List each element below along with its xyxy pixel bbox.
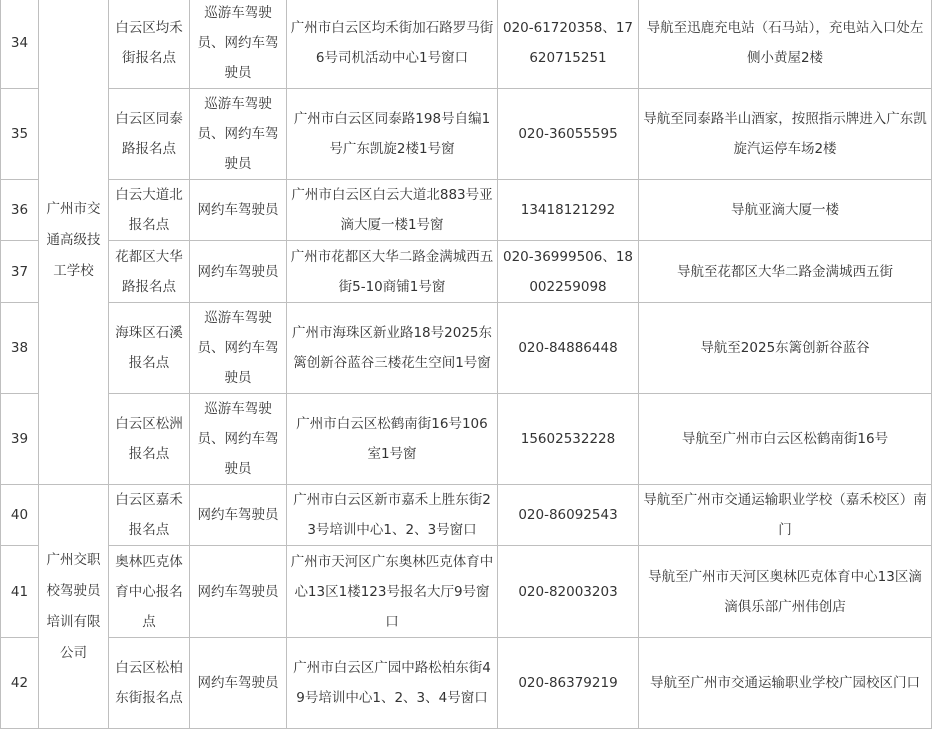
driver-type: 网约车驾驶员 (190, 180, 287, 241)
navigation-hint: 导航至花都区大华二路金满城西五街 (639, 241, 932, 303)
driver-type: 网约车驾驶员 (190, 638, 287, 729)
registration-point: 花都区大华路报名点 (109, 241, 190, 303)
navigation-hint: 导航至同泰路半山酒家，按照指示牌进入广东凯旋汽运停车场2楼 (639, 89, 932, 180)
phone: 15602532228 (498, 394, 639, 485)
table-row (1, 241, 932, 303)
navigation-hint: 导航至广州市天河区奥林匹克体育中心13区滴滴俱乐部广州伟创店 (639, 546, 932, 638)
phone: 13418121292 (498, 180, 639, 241)
row-number: 35 (1, 89, 39, 180)
registration-point: 白云大道北报名点 (109, 180, 190, 241)
navigation-hint: 导航至广州市交通运输职业学校广园校区门口 (639, 638, 932, 729)
phone: 020-61720358、17620715251 (498, 0, 639, 89)
table-row (1, 89, 932, 180)
phone: 020-84886448 (498, 303, 639, 394)
row-number: 37 (1, 241, 39, 303)
row-number: 39 (1, 394, 39, 485)
registration-point: 奥林匹克体育中心报名点 (109, 546, 190, 638)
address: 广州市海珠区新业路18号2025东篱创新谷蓝谷三楼花生空间1号窗 (287, 303, 498, 394)
registration-point: 白云区松柏东街报名点 (109, 638, 190, 729)
table-row (1, 638, 932, 729)
driver-type: 网约车驾驶员 (190, 546, 287, 638)
address: 广州市花都区大华二路金满城西五街5-10商铺1号窗 (287, 241, 498, 303)
table-row (1, 180, 932, 241)
navigation-hint: 导航至迅鹿充电站（石马站），充电站入口处左侧小黄屋2楼 (639, 0, 932, 89)
table-row (1, 394, 932, 485)
registration-point: 白云区松洲报名点 (109, 394, 190, 485)
row-number: 38 (1, 303, 39, 394)
phone: 020-36999506、18002259098 (498, 241, 639, 303)
table-row (1, 0, 932, 89)
school-name: 广州交职校驾驶员培训有限公司 (39, 485, 109, 729)
phone: 020-86379219 (498, 638, 639, 729)
address: 广州市白云区白云大道北883号亚滴大厦一楼1号窗 (287, 180, 498, 241)
navigation-hint: 导航至广州市白云区松鹤南街16号 (639, 394, 932, 485)
address: 广州市白云区松鹤南街16号106室1号窗 (287, 394, 498, 485)
row-number: 36 (1, 180, 39, 241)
address: 广州市白云区均禾街加石路罗马街6号司机活动中心1号窗口 (287, 0, 498, 89)
navigation-hint: 导航亚滴大厦一楼 (639, 180, 932, 241)
row-number: 34 (1, 0, 39, 89)
driver-type: 网约车驾驶员 (190, 485, 287, 546)
driver-type: 巡游车驾驶员、网约车驾驶员 (190, 394, 287, 485)
row-number: 40 (1, 485, 39, 546)
table-row (1, 303, 932, 394)
navigation-hint: 导航至2025东篱创新谷蓝谷 (639, 303, 932, 394)
registration-point: 海珠区石溪报名点 (109, 303, 190, 394)
driver-type: 巡游车驾驶员、网约车驾驶员 (190, 303, 287, 394)
address: 广州市天河区广东奥林匹克体育中心13区1楼123号报名大厅9号窗口 (287, 546, 498, 638)
registration-point: 白云区同泰路报名点 (109, 89, 190, 180)
phone: 020-86092543 (498, 485, 639, 546)
table-row (1, 485, 932, 546)
registration-point: 白云区均禾街报名点 (109, 0, 190, 89)
address: 广州市白云区同泰路198号自编1号广东凯旋2楼1号窗 (287, 89, 498, 180)
driver-type: 网约车驾驶员 (190, 241, 287, 303)
registration-point: 白云区嘉禾报名点 (109, 485, 190, 546)
school-name: 广州市交通高级技工学校 (39, 0, 109, 485)
address: 广州市白云区广园中路松柏东街49号培训中心1、2、3、4号窗口 (287, 638, 498, 729)
phone: 020-82003203 (498, 546, 639, 638)
driver-type: 巡游车驾驶员、网约车驾驶员 (190, 89, 287, 180)
row-number: 42 (1, 638, 39, 729)
phone: 020-36055595 (498, 89, 639, 180)
table-row (1, 546, 932, 638)
driver-type: 巡游车驾驶员、网约车驾驶员 (190, 0, 287, 89)
address: 广州市白云区新市嘉禾上胜东街23号培训中心1、2、3号窗口 (287, 485, 498, 546)
navigation-hint: 导航至广州市交通运输职业学校（嘉禾校区）南门 (639, 485, 932, 546)
row-number: 41 (1, 546, 39, 638)
